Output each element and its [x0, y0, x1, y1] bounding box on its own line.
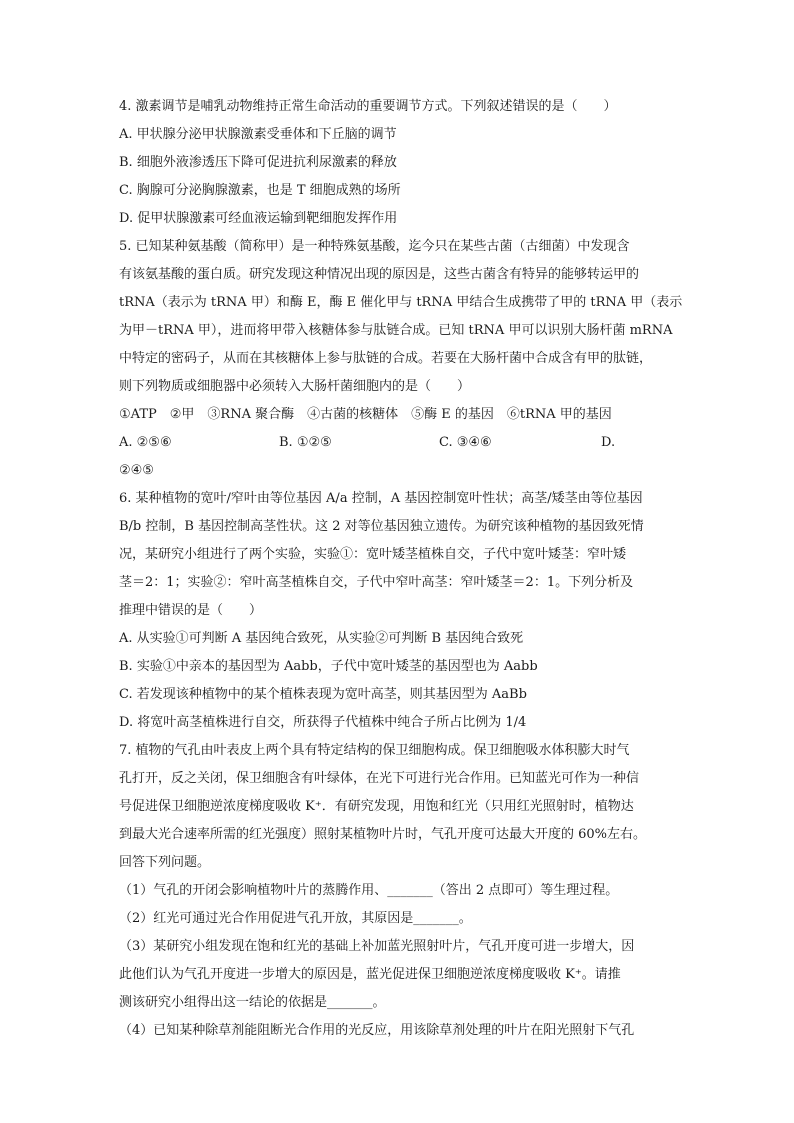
- q6-stem-line: 茎＝2：1；实验②：窄叶高茎植株自交，子代中窄叶高茎：窄叶矮茎＝2：1。下列分析及: [119, 575, 634, 590]
- q6-stem-line: 况，某研究小组进行了两个实验，实验①：宽叶矮茎植株自交，子代中宽叶矮茎：窄叶矮: [119, 547, 627, 562]
- question-content: [119, 93, 687, 1045]
- q6-stem-line: 6. 某种植物的宽叶/窄叶由等位基因 A/a 控制，A 基因控制宽叶性状；高茎/矮茎由等位基因: [119, 491, 643, 506]
- q7-stem-line: 7. 植物的气孔由叶表皮上两个具有特定结构的保卫细胞构成。保卫细胞吸水体积膨大时气: [119, 743, 630, 758]
- q7-sub-1: （1）气孔的开闭会影响植物叶片的蒸腾作用、_______（答出 2 点即可）等生理过程。: [119, 883, 619, 898]
- q6-stem-line: 推理中错误的是（ ）: [119, 603, 263, 618]
- q6-option-a: A. 从实验①可判断 A 基因纯合致死，从实验②可判断 B 基因纯合致死: [119, 631, 524, 646]
- q5-stem-line: 为甲－tRNA 甲），进而将甲带入核糖体参与肽链合成。已知 tRNA 甲可以识别大肠杆菌 mRNA: [119, 323, 673, 338]
- q7-stem-line: 号促进保卫细胞逆浓度梯度吸收 K⁺．有研究发现，用饱和红光（只用红光照射时，植物达: [119, 799, 634, 814]
- q4-option-c: C. 胸腺可分泌胸腺激素，也是 T 细胞成熟的场所: [119, 183, 401, 198]
- q5-option-d-text: ②④⑤: [119, 463, 154, 478]
- q4-stem: 4. 激素调节是哺乳动物维持正常生命活动的重要调节方式。下列叙述错误的是（ ）: [119, 99, 617, 114]
- q7-stem-line: 到最大光合速率所需的红光强度）照射某植物叶片时，气孔开度可达最大开度的 60%左右。: [119, 827, 647, 842]
- q5-options: [119, 429, 687, 457]
- q6-option-c: C. 若发现该种植物中的某个植株表现为宽叶高茎，则其基因型为 AaBb: [119, 687, 527, 702]
- q6-option-d: D. 将宽叶高茎植株进行自交，所获得子代植株中纯合子所占比例为 1/4: [119, 715, 527, 730]
- q7-sub-2: （2）红光可通过光合作用促进气孔开放，其原因是_______。: [119, 911, 472, 926]
- q5-option-b: B. ①②⑤: [279, 435, 332, 450]
- q5-stem-line: 有该氨基酸的蛋白质。研究发现这种情况出现的原因是，这些古菌含有特异的能够转运甲的: [119, 267, 640, 282]
- q4-option-d: D. 促甲状腺激素可经血液运输到靶细胞发挥作用: [119, 211, 398, 226]
- q6-stem-line: B/b 控制，B 基因控制高茎性状。这 2 对等位基因独立遗传。为研究该种植物的基因致死情: [119, 519, 644, 534]
- q5-stem-line: 则下列物质或细胞器中必须转入大肠杆菌细胞内的是（ ）: [119, 379, 471, 394]
- q5-option-a: A. ②⑤⑥: [119, 435, 172, 450]
- q4-option-a: A. 甲状腺分泌甲状腺激素受垂体和下丘脑的调节: [119, 127, 397, 142]
- q7-sub-3-line: （3）某研究小组发现在饱和红光的基础上补加蓝光照射叶片，气孔开度可进一步增大，因: [119, 939, 635, 954]
- q4-option-b: B. 细胞外液渗透压下降可促进抗利尿激素的释放: [119, 155, 397, 170]
- q5-items: ①ATP ②甲 ③RNA 聚合酶 ④古菌的核糖体 ⑤酶 E 的基因 ⑥tRNA 甲的基因: [119, 407, 612, 422]
- q5-stem-line: 中特定的密码子，从而在其核糖体上参与肽链的合成。若要在大肠杆菌中合成含有甲的肽链，: [119, 351, 653, 366]
- q7-sub-3-line: 测该研究小组得出这一结论的依据是_______。: [119, 995, 386, 1010]
- q7-sub-3-line: 此他们认为气孔开度进一步增大的原因是，蓝光促进保卫细胞逆浓度梯度吸收 K⁺。请推: [119, 967, 621, 982]
- q5-option-c: C. ③④⑥: [439, 435, 492, 450]
- q5-stem-line: tRNA（表示为 tRNA 甲）和酶 E，酶 E 催化甲与 tRNA 甲结合生成携带了甲的 tRNA 甲（表示: [119, 295, 683, 310]
- q7-sub-4: （4）已知某种除草剂能阻断光合作用的光反应，用该除草剂处理的叶片在阳光照射下气孔: [119, 1023, 635, 1038]
- q7-stem-line: 孔打开，反之关闭，保卫细胞含有叶绿体，在光下可进行光合作用。已知蓝光可作为一种信: [119, 771, 640, 786]
- q6-option-b: B. 实验①中亲本的基因型为 Aabb，子代中宽叶矮茎的基因型也为 Aabb: [119, 659, 538, 674]
- q7-stem-line: 回答下列问题。: [119, 855, 211, 870]
- q5-option-d: D.: [601, 435, 616, 450]
- q5-stem-line: 5. 已知某种氨基酸（简称甲）是一种特殊氨基酸，迄今只在某些古菌（古细菌）中发现含: [119, 239, 630, 254]
